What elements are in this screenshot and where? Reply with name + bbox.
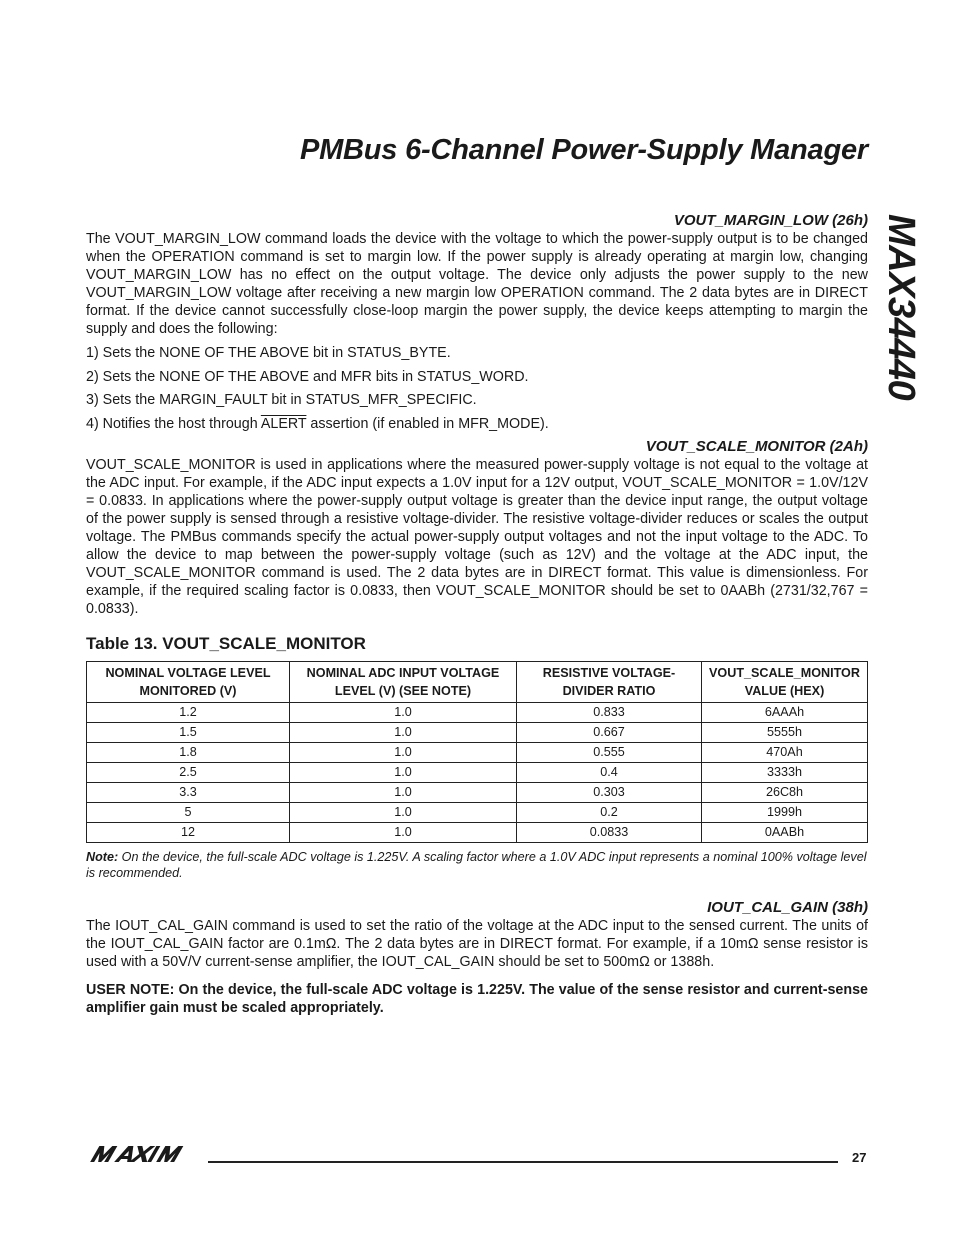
footer-rule <box>208 1161 838 1163</box>
col-header-nominal-voltage: NOMINAL VOLTAGE LEVEL MONITORED (V) <box>87 662 290 703</box>
user-note: USER NOTE: On the device, the full-scale ADC voltage is 1.225V. The value of the sense resistor and current-sense amplifier gain must be scaled appropriately. <box>86 982 868 1016</box>
cell: 1.8 <box>87 743 290 763</box>
main-content <box>86 212 868 1017</box>
cell: 12 <box>87 823 290 843</box>
cell: 1.0 <box>290 783 517 803</box>
col-header-divider-ratio: RESISTIVE VOLTAGE-DIVIDER RATIO <box>517 662 702 703</box>
cell: 2.5 <box>87 763 290 783</box>
section-heading-margin-low: VOUT_MARGIN_LOW (26h) <box>673 212 868 229</box>
cell: 0.303 <box>517 783 702 803</box>
table-title: Table 13. VOUT_SCALE_MONITOR <box>86 634 366 653</box>
step-2: 2) Sets the NONE OF THE ABOVE and MFR bits in STATUS_WORD. <box>86 368 529 385</box>
table-row <box>87 723 868 743</box>
page-number: 27 <box>852 1150 867 1165</box>
step-4-prefix: 4) Notifies the host through <box>86 415 261 432</box>
cell: 26C8h <box>702 783 868 803</box>
margin-low-body: The VOUT_MARGIN_LOW command loads the device with the voltage to which the power-supply output is to be changed when the OPERATION command is set to margin low. If the power supply is already operating at margin low, changing VOUT_MARGIN_LOW has no effect on the output voltage. The device only adjusts the power supply to the new VOUT_MARGIN_LOW voltage after receiving a new margin low OPERATION command. The 2 data bytes are in DIRECT format. If the device cannot successfully close-loop margin the power supply, the device keeps attempting to margin the supply and does the following: <box>86 231 868 337</box>
cell: 5555h <box>702 723 868 743</box>
scale-monitor-table <box>86 661 868 843</box>
section-heading-scale-monitor: VOUT_SCALE_MONITOR (2Ah) <box>645 438 868 455</box>
table-row <box>87 783 868 803</box>
cell: 6AAAh <box>702 703 868 723</box>
cell: 5 <box>87 803 290 823</box>
note-text: On the device, the full-scale ADC voltage is 1.225V. A scaling factor where a 1.0V ADC input represents a nominal 100% voltage level is recommended. <box>86 850 867 880</box>
scale-monitor-body: VOUT_SCALE_MONITOR is used in applications where the measured power-supply voltage is not equal to the voltage at the ADC input. For example, if the ADC input expects a 1.0V input for a 12V output, VOUT_SCALE_MONITOR = 1.0V/12V = 0.0833. In applications where the power-supply output voltage is greater than the device input range, the output voltage of the power supply is sensed through a resistive voltage-divider. The resistive voltage-divider reduces or scales the output voltage. The PMBus commands specify the actual power-supply output voltages and not the input voltage to the ADC. To allow the device to map between the power-supply voltage (such as 12V) and the voltage at the ADC input, the VOUT_SCALE_MONITOR command is used. The 2 data bytes are in DIRECT format. This value is dimensionless. For example, if the required scaling factor is 0.0833, then VOUT_SCALE_MONITOR should be set to 0AABh (2731/32,767 = 0.0833). <box>86 457 868 617</box>
maxim-logo <box>88 1144 202 1164</box>
part-number-label: MAX34440 <box>880 214 922 401</box>
cell: 1.2 <box>87 703 290 723</box>
cell: 1.0 <box>290 803 517 823</box>
cell: 0AABh <box>702 823 868 843</box>
col-header-adc-input: NOMINAL ADC INPUT VOLTAGE LEVEL (V) (SEE NOTE) <box>290 662 517 703</box>
margin-low-steps <box>86 344 868 433</box>
cal-gain-body: The IOUT_CAL_GAIN command is used to set the ratio of the voltage at the ADC input to the sensed current. The units of the IOUT_CAL_GAIN factor are 0.1mΩ. The 2 data bytes are in DIRECT format. For example, if a 10mΩ sense resistor is used with a 50V/V current-sense amplifier, the IOUT_CAL_GAIN should be set to 500mΩ or 1388h. <box>86 918 868 970</box>
cell: 0.667 <box>517 723 702 743</box>
cell: 1.0 <box>290 763 517 783</box>
step-4 <box>86 415 868 433</box>
side-part-number <box>880 214 922 401</box>
col-header-hex-value: VOUT_SCALE_MONITOR VALUE (HEX) <box>702 662 868 703</box>
page-title: PMBus 6-Channel Power-Supply Manager <box>299 134 868 166</box>
cell: 3.3 <box>87 783 290 803</box>
cell: 1.0 <box>290 723 517 743</box>
table-row <box>87 703 868 723</box>
section-heading-cal-gain: IOUT_CAL_GAIN (38h) <box>707 899 868 916</box>
table-row <box>87 803 868 823</box>
cell: 1.5 <box>87 723 290 743</box>
table-row <box>87 763 868 783</box>
alert-signal: ALERT <box>260 415 307 432</box>
step-1: 1) Sets the NONE OF THE ABOVE bit in STATUS_BYTE. <box>86 345 451 361</box>
cell: 1.0 <box>290 743 517 763</box>
table-row <box>87 823 868 843</box>
cell: 0.833 <box>517 703 702 723</box>
note-label: Note: <box>86 850 119 864</box>
table-row <box>87 743 868 763</box>
cell: 0.4 <box>517 763 702 783</box>
cell: 470Ah <box>702 743 868 763</box>
step-3: 3) Sets the MARGIN_FAULT bit in STATUS_MFR_SPECIFIC. <box>86 392 477 408</box>
cell: 1999h <box>702 803 868 823</box>
cell: 1.0 <box>290 823 517 843</box>
table-header-row <box>87 662 868 703</box>
cell: 1.0 <box>290 703 517 723</box>
step-4-suffix: assertion (if enabled in MFR_MODE). <box>306 415 549 432</box>
table-note <box>86 849 868 881</box>
cell: 0.0833 <box>517 823 702 843</box>
cell: 3333h <box>702 763 868 783</box>
cell: 0.555 <box>517 743 702 763</box>
cell: 0.2 <box>517 803 702 823</box>
